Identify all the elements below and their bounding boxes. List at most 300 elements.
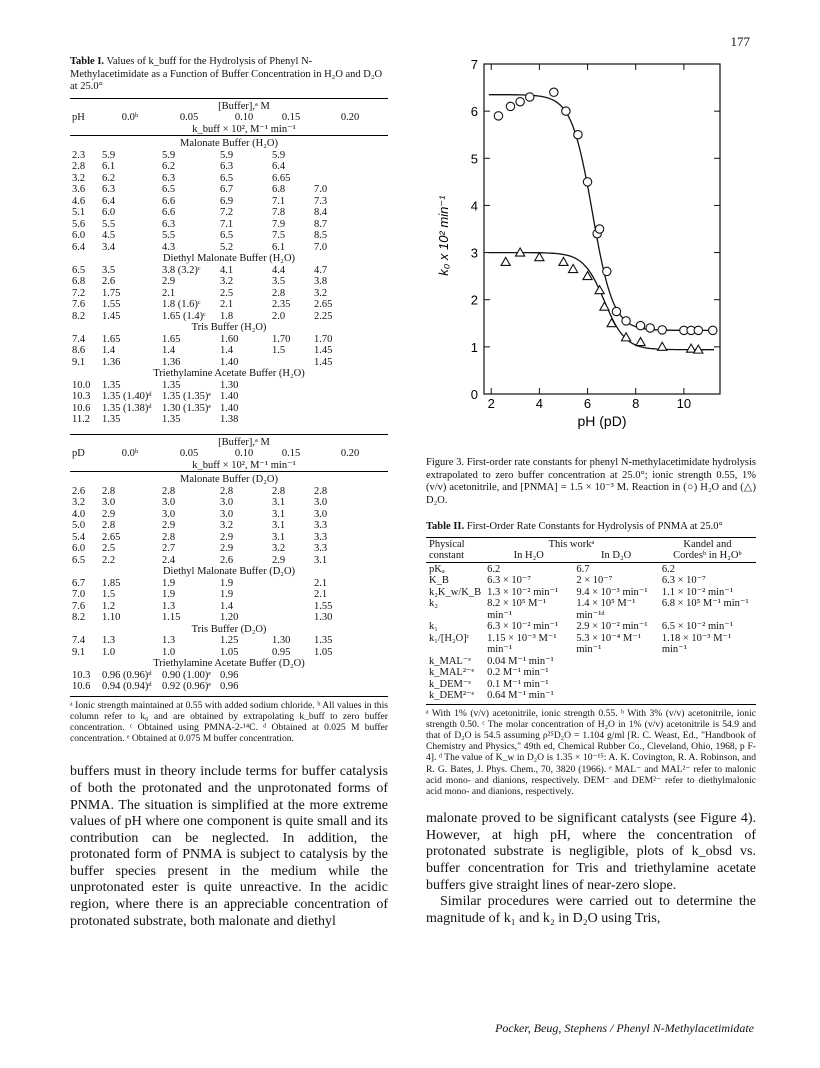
table-cell: 0.94 (0.94)ᵈ: [102, 681, 152, 692]
table-cell: 6.5: [220, 230, 234, 241]
table-cell: 1.35: [102, 414, 121, 425]
table-cell: 1.3: [102, 635, 116, 646]
table-cell: 3.0: [314, 508, 328, 520]
table-cell: 1.0: [162, 646, 176, 658]
table-cell: 4.0: [72, 508, 86, 520]
table-cell: [312, 681, 388, 693]
table-row: [70, 635, 388, 647]
table-cell: 1.38: [220, 414, 239, 425]
table-cell: 0.96: [220, 681, 239, 692]
table-cell: 2.9: [220, 531, 234, 543]
data-point-circle: [550, 88, 558, 96]
table-cell: 6.7: [220, 184, 234, 195]
table-cell: 1.05: [314, 646, 333, 658]
table-row: [70, 486, 388, 498]
table-cell: 3.1: [272, 531, 286, 543]
table-cell: 2.9: [162, 520, 176, 531]
data-point-triangle: [658, 342, 667, 350]
kbuff-header: k_buff × 10², M⁻¹ min⁻¹: [192, 123, 296, 135]
table-row: [426, 575, 756, 587]
table-cell: 3.0: [220, 497, 234, 508]
table-cell: 7.5: [272, 230, 286, 241]
table-cell: 1.30: [272, 635, 291, 646]
table-cell: 3.6: [72, 184, 86, 195]
table-cell: 5.9: [220, 149, 234, 161]
table-cell: 3.8: [314, 276, 328, 287]
data-point-circle: [603, 267, 611, 275]
table-row: [70, 601, 388, 613]
table-row: [70, 497, 388, 509]
table-cell: 6.3 × 10⁻² min⁻¹: [487, 621, 559, 632]
table-cell: 2 × 10⁻⁷: [576, 575, 613, 586]
table-cell: 3.1: [272, 520, 286, 531]
table-cell: 2.35: [272, 299, 291, 310]
table-cell: 6.4: [272, 161, 286, 172]
table-cell: 1.70: [272, 333, 291, 345]
table-cell: 1.35: [162, 414, 181, 425]
table-cell: 5.9: [102, 149, 116, 161]
table-cell: 1.70: [314, 333, 333, 345]
table-cell: [270, 414, 312, 426]
table-cell: 6.5: [162, 184, 176, 195]
table-cell: 0.1 M⁻¹ min⁻¹: [487, 678, 549, 690]
table-cell: 1.9: [162, 577, 176, 589]
table-cell: 6.8: [272, 184, 286, 195]
table-cell: 3.1: [314, 554, 328, 566]
table-cell: 0.90 (1.00)ᵉ: [162, 669, 212, 681]
table-cell: 2.8: [162, 485, 176, 497]
table-cell: 1.5: [272, 345, 286, 356]
table-cell: 6.3: [220, 161, 234, 172]
table2-label: Table II.: [426, 521, 465, 532]
table-cell: 1.4 × 10⁵ M⁻¹ min⁻¹ᵈ: [576, 598, 636, 621]
table-cell: 2.8: [162, 531, 176, 543]
table-cell: 2.9 × 10⁻² min⁻¹: [576, 621, 648, 632]
table-cell: 5.2: [220, 241, 234, 253]
table-cell: 3.1: [272, 508, 286, 520]
table-cell: 1.9: [220, 577, 234, 589]
table-cell: 1.0: [102, 646, 116, 658]
x-tick-label: 6: [583, 396, 592, 411]
table-cell: 7.6: [72, 600, 86, 612]
table-cell: 2.5: [102, 543, 116, 554]
table-cell: [312, 161, 388, 173]
d2o-conc-0: 0.0ᵇ: [121, 448, 139, 459]
table-cell: 2.65: [314, 299, 333, 310]
table-cell: [312, 414, 388, 426]
table-cell: 4.6: [72, 195, 86, 207]
table-cell: [270, 670, 312, 682]
table-cell: [312, 670, 388, 682]
table-cell: 1.1 × 10⁻² min⁻¹: [661, 586, 733, 598]
data-point-triangle: [559, 257, 568, 265]
table1-label: Table I.: [70, 56, 105, 67]
h2o-conc-0: 0.0ᵇ: [121, 112, 139, 123]
table-row: [70, 150, 388, 162]
table-cell: 6.1: [272, 241, 286, 253]
table-cell: 6.8 × 10⁵ M⁻¹ min⁻¹: [661, 598, 749, 609]
table-cell: 10.0: [72, 379, 91, 391]
figure3-caption: Figure 3. First-order rate constants for phenyl N-methylacetimidate hydrolysis extrapolated to zero buffer concentration at 25.0°; ionic strength 0.55, 1% (v/v) acetonitrile, and [PNMA] = 1.5 × 10⁻³ M. Reaction in (○) H₂O and (△) D₂O.: [426, 457, 756, 506]
table-cell: 1.4: [220, 345, 234, 356]
pd-header: pD: [72, 448, 85, 459]
table-cell: 8.7: [314, 218, 328, 230]
data-point-triangle: [636, 338, 645, 346]
table-row: [70, 207, 388, 219]
h2o-section-title: Triethylamine Acetate Buffer (H₂O): [153, 368, 305, 379]
t2-head-constant: constant: [429, 550, 464, 561]
table-cell: 6.1: [102, 161, 116, 172]
table-cell: k₁: [429, 621, 438, 632]
running-footer: Pocker, Beug, Stephens / Phenyl N-Methylacetimidate: [495, 1021, 754, 1035]
d2o-section-title: Diethyl Malonate Buffer (D₂O): [162, 566, 296, 577]
table-cell: 2.6: [72, 485, 86, 497]
table-cell: [573, 667, 658, 679]
table-cell: 3.0: [220, 508, 234, 520]
table-cell: 3.4: [102, 241, 116, 253]
table-cell: 1.15 × 10⁻³ M⁻¹ min⁻¹: [487, 632, 557, 655]
table-cell: [659, 656, 756, 668]
table-row: [426, 621, 756, 633]
table-row: [70, 612, 388, 624]
table-cell: 2.5: [220, 287, 234, 299]
table-cell: 0.04 M⁻¹ min⁻¹: [487, 655, 554, 667]
table-cell: [573, 690, 658, 702]
table-cell: [312, 380, 388, 392]
table-row: [70, 196, 388, 208]
h2o-conc-4: 0.20: [340, 112, 360, 123]
t2-head-cordes: Cordesᵇ in H₂Oᵇ: [673, 550, 742, 561]
table-cell: 3.2: [220, 276, 234, 287]
table-cell: 6.5: [72, 554, 86, 566]
table-cell: k₂K_w/K_B: [429, 586, 482, 598]
table-row: [426, 633, 756, 656]
table-cell: 8.6: [72, 345, 86, 356]
table-cell: 10.3: [72, 669, 91, 681]
data-point-triangle: [595, 286, 604, 294]
table-row: [426, 690, 756, 702]
table-cell: 1.4: [162, 345, 176, 356]
table-cell: 2.8: [272, 485, 286, 497]
data-point-circle: [646, 324, 654, 332]
table-cell: 1.35 (1.38)ᵈ: [102, 402, 152, 414]
table1-caption: [70, 56, 388, 94]
table-row: [70, 219, 388, 231]
x-tick-label: 4: [535, 396, 544, 411]
d2o-fit-curve: [489, 253, 714, 350]
table-cell: 1.5: [102, 589, 116, 600]
data-point-circle: [583, 178, 591, 186]
table-cell: 1.55: [102, 299, 121, 310]
table-cell: 1.65 (1.4)ᶜ: [162, 310, 206, 322]
table-cell: k_MAL⁻ᵉ: [429, 655, 472, 667]
data-point-triangle: [600, 302, 609, 310]
h2o-conc-2: 0.10: [234, 112, 254, 123]
table-cell: 3.2: [220, 520, 234, 531]
y-tick-label: 6: [470, 104, 478, 120]
table-row: [426, 679, 756, 691]
t2-head-physical: Physical: [429, 538, 465, 550]
table-cell: 1.40: [220, 356, 239, 368]
table-row: [70, 578, 388, 590]
table-cell: 0.95: [272, 646, 291, 658]
data-point-circle: [506, 102, 514, 110]
table-cell: 1.8: [220, 310, 234, 322]
y-tick-label: 0: [470, 387, 478, 402]
table-row: [70, 589, 388, 601]
data-point-triangle: [621, 333, 630, 341]
x-tick-label: 10: [676, 396, 692, 411]
table-cell: 1.40: [220, 402, 239, 414]
data-point-triangle: [501, 257, 510, 265]
t2-head-d2o: In D₂O: [600, 550, 632, 561]
table-cell: 1.9: [220, 589, 234, 600]
table-cell: [270, 380, 312, 392]
table-cell: [312, 150, 388, 162]
table-cell: k_DEM⁻ᵉ: [429, 678, 472, 690]
data-point-circle: [562, 107, 570, 115]
table-cell: 3.8 (3.2)ᶜ: [162, 264, 201, 276]
table-row: [426, 598, 756, 621]
table-row: [426, 667, 756, 679]
table-cell: 7.0: [72, 589, 86, 600]
buffer-header-d2o: [Buffer],ᵃ M: [218, 436, 270, 448]
table-cell: 6.5: [72, 264, 86, 276]
table-cell: 2.4: [162, 554, 176, 566]
table-row: [426, 587, 756, 599]
table-cell: 1.9: [162, 589, 176, 600]
table-cell: 8.4: [314, 207, 328, 218]
table-cell: 3.3: [314, 520, 328, 531]
table-cell: 3.2: [272, 543, 286, 554]
table-cell: 2.8: [72, 161, 86, 172]
table-cell: 6.0: [72, 543, 86, 554]
table-cell: 1.2: [102, 600, 116, 612]
table-cell: 1.8 (1.6)ᶜ: [162, 299, 201, 310]
table-cell: 2.0: [272, 310, 286, 322]
table-cell: [270, 601, 312, 613]
y-tick-label: 1: [470, 339, 478, 355]
table-cell: k_DEM²⁻ᵉ: [429, 690, 475, 701]
table-cell: [270, 357, 312, 369]
d2o-section-title: Triethylamine Acetate Buffer (D₂O): [153, 658, 305, 669]
table-cell: 2.8: [220, 485, 234, 497]
table-row: [70, 276, 388, 288]
table-cell: 5.3 × 10⁻⁴ M⁻¹ min⁻¹: [576, 632, 641, 655]
table-row: [70, 391, 388, 403]
kbuff-header-d2o: k_buff × 10², M⁻¹ min⁻¹: [192, 459, 296, 471]
table-row: [70, 509, 388, 521]
table-cell: 10.6: [72, 402, 91, 414]
table-cell: 5.5: [162, 230, 176, 241]
table-row: [70, 647, 388, 659]
table-cell: [270, 612, 312, 624]
data-point-circle: [595, 225, 603, 233]
table-cell: 7.0: [314, 241, 328, 253]
table-cell: 1.45: [102, 310, 121, 322]
table-row: [70, 311, 388, 323]
table-cell: [573, 656, 658, 668]
data-point-circle: [636, 321, 644, 329]
left-column: [70, 56, 388, 930]
table-cell: [312, 173, 388, 185]
table-cell: 1.55: [314, 600, 333, 612]
table-row: [70, 184, 388, 196]
data-point-circle: [658, 326, 666, 334]
table-cell: [659, 679, 756, 691]
table-cell: K_B: [429, 575, 449, 586]
table-cell: 6.0: [72, 230, 86, 241]
table-cell: 2.9: [272, 554, 286, 566]
data-point-circle: [494, 112, 502, 120]
table-cell: 9.1: [72, 356, 86, 368]
table-cell: 2.6: [102, 276, 116, 287]
table-cell: 1.15: [162, 612, 181, 623]
table-cell: 1.20: [220, 612, 239, 623]
t2-head-kandel: Kandel and: [683, 538, 732, 550]
table-cell: 0.92 (0.96)ᵉ: [162, 681, 212, 692]
data-point-triangle: [569, 264, 578, 272]
d2o-section-title: Malonate Buffer (D₂O): [180, 474, 278, 485]
data-point-triangle: [535, 253, 544, 261]
table-cell: 7.8: [272, 207, 286, 218]
table-cell: [270, 578, 312, 590]
table-row: [70, 555, 388, 567]
table-cell: 1.60: [220, 333, 239, 345]
table-cell: 6.2: [661, 563, 675, 575]
table-cell: 0.96: [220, 669, 239, 681]
h2o-section-title: Tris Buffer (H₂O): [191, 322, 267, 333]
data-point-circle: [694, 326, 702, 334]
table-cell: 2.8: [272, 287, 286, 299]
y-tick-label: 5: [470, 151, 478, 167]
table-cell: 6.0: [102, 207, 116, 218]
table-cell: 1.35: [162, 379, 181, 391]
table-row: [70, 345, 388, 357]
table-cell: 2.8: [102, 485, 116, 497]
table-cell: 6.6: [162, 195, 176, 207]
table-cell: 11.2: [72, 414, 90, 425]
table-cell: 1.35 (1.40)ᵈ: [102, 391, 152, 402]
table-cell: 3.1: [272, 497, 286, 508]
table-cell: 4.1: [220, 264, 234, 276]
table-cell: 1.3: [162, 635, 176, 646]
right-body-text-2: Similar procedures were carried out to determine the magnitude of k₁ and k₂ in D₂O using Tris,: [426, 894, 756, 926]
x-tick-label: 8: [632, 396, 640, 411]
table-cell: [270, 589, 312, 601]
table1-footnotes: ᵃ Ionic strength maintained at 0.55 with added sodium chloride. ᵇ All values in this column refer to k₀ and are obtained by extrapolating k_buff to zero buffer concentration. ᶜ Obtained using PMNA-2-¹⁴C. ᵈ Obtained at 0.025 M buffer concentration. ᵉ Obtained at 0.075 M buffer concentration.: [70, 699, 388, 745]
figure3-chart: [426, 56, 756, 456]
table-cell: 1.36: [102, 356, 121, 368]
table-cell: 1.18 × 10⁻³ M⁻¹ min⁻¹: [661, 632, 732, 655]
buffer-header: [Buffer],ᵃ M: [218, 100, 270, 112]
table-cell: 7.0: [314, 184, 328, 195]
table-cell: 7.6: [72, 299, 86, 310]
table-cell: 1.30 (1.35)ᵉ: [162, 402, 212, 414]
table-cell: [270, 403, 312, 415]
right-body-text: malonate proved to be significant catalysts (see Figure 4). However, at high pH, where the concentration of protonated substrate is negligible, plots of k_obsd vs. buffer concentration for Tris and triethylamine acetate buffers give straight lines of near-zero slope.: [426, 811, 756, 893]
table-cell: 5.9: [272, 149, 286, 161]
table-cell: 3.3: [314, 543, 328, 554]
table-cell: 2.25: [314, 310, 333, 322]
table-cell: 1.05: [220, 646, 239, 658]
table-cell: 6.3: [162, 172, 176, 184]
table-cell: k₁/[H₂O]ᶜ: [429, 632, 470, 644]
data-point-circle: [622, 317, 630, 325]
table-cell: [659, 690, 756, 702]
table-cell: 2.65: [102, 531, 121, 543]
table-cell: 4.5: [102, 230, 116, 241]
table-cell: 6.6: [162, 207, 176, 218]
table-cell: pKₐ: [429, 563, 445, 575]
table-cell: 5.6: [72, 218, 86, 230]
table-cell: 6.8: [72, 276, 86, 287]
table-row: [70, 520, 388, 532]
table-row: [426, 564, 756, 576]
table-cell: 8.2 × 10⁵ M⁻¹ min⁻¹: [487, 598, 547, 621]
ph-header: pH: [72, 112, 85, 123]
table-cell: 6.3: [102, 184, 116, 195]
table-cell: 1.45: [314, 356, 333, 368]
table-cell: 6.7: [72, 577, 86, 589]
table-cell: 1.65: [102, 333, 121, 345]
table-cell: 1.4: [220, 600, 234, 612]
table-cell: 2.3: [72, 149, 86, 161]
table-cell: 6.5 × 10⁻² min⁻¹: [661, 621, 733, 632]
table-cell: 2.9: [102, 508, 116, 520]
table-cell: [573, 679, 658, 691]
table-cell: [312, 391, 388, 403]
table-cell: 5.1: [72, 207, 86, 218]
table-row: [70, 334, 388, 346]
table-cell: 2.8: [314, 485, 328, 497]
table-cell: 7.4: [72, 333, 86, 345]
right-column: [426, 56, 756, 927]
table-cell: 2.1: [314, 589, 328, 600]
table-cell: 6.2: [487, 563, 501, 575]
table-cell: 7.3: [314, 195, 328, 207]
left-body-text: buffers must in theory include terms for buffer catalysis of both the protonated and the unprotonated forms of PNMA. The situation is simplified at the more extreme values of pH where one component is quite small and its contribution can be neglected. In addition, the protonated form of PNMA is subject to catalysis by the buffer species present in the medium while the unprotonated ester is quite unreactive. In the acidic region, where there is an appreciable concentration of protonated substrate, both malonate and diethyl: [70, 764, 388, 929]
table-cell: 6.2: [162, 161, 176, 172]
table-cell: 3.0: [102, 497, 116, 508]
data-point-circle: [612, 307, 620, 315]
table-cell: 10.3: [72, 391, 91, 402]
y-tick-label: 4: [470, 198, 478, 214]
table-cell: 1.36: [162, 356, 181, 368]
data-point-circle: [709, 326, 717, 334]
table-row: [70, 414, 388, 426]
table-row: [70, 380, 388, 392]
table-cell: 3.0: [162, 508, 176, 520]
table-cell: 0.64 M⁻¹ min⁻¹: [487, 690, 554, 701]
table-cell: 5.9: [162, 149, 176, 161]
table-cell: 7.2: [220, 207, 234, 218]
table-cell: 2.1: [314, 577, 328, 589]
table-cell: 6.3: [162, 218, 176, 230]
x-tick-label: 2: [487, 396, 495, 411]
table-cell: 2.1: [220, 299, 234, 310]
table2: [426, 537, 756, 702]
table-cell: 1.35 (1.35)ᵉ: [162, 391, 212, 402]
table-cell: 0.96 (0.96)ᵈ: [102, 669, 152, 681]
table-cell: 2.9: [220, 543, 234, 554]
table-cell: 6.2: [102, 172, 116, 184]
table-cell: 4.7: [314, 264, 328, 276]
table-cell: 2.8: [102, 520, 116, 531]
table-cell: 2.1: [162, 287, 176, 299]
table-cell: [312, 403, 388, 415]
d2o-conc-1: 0.05: [179, 448, 199, 459]
